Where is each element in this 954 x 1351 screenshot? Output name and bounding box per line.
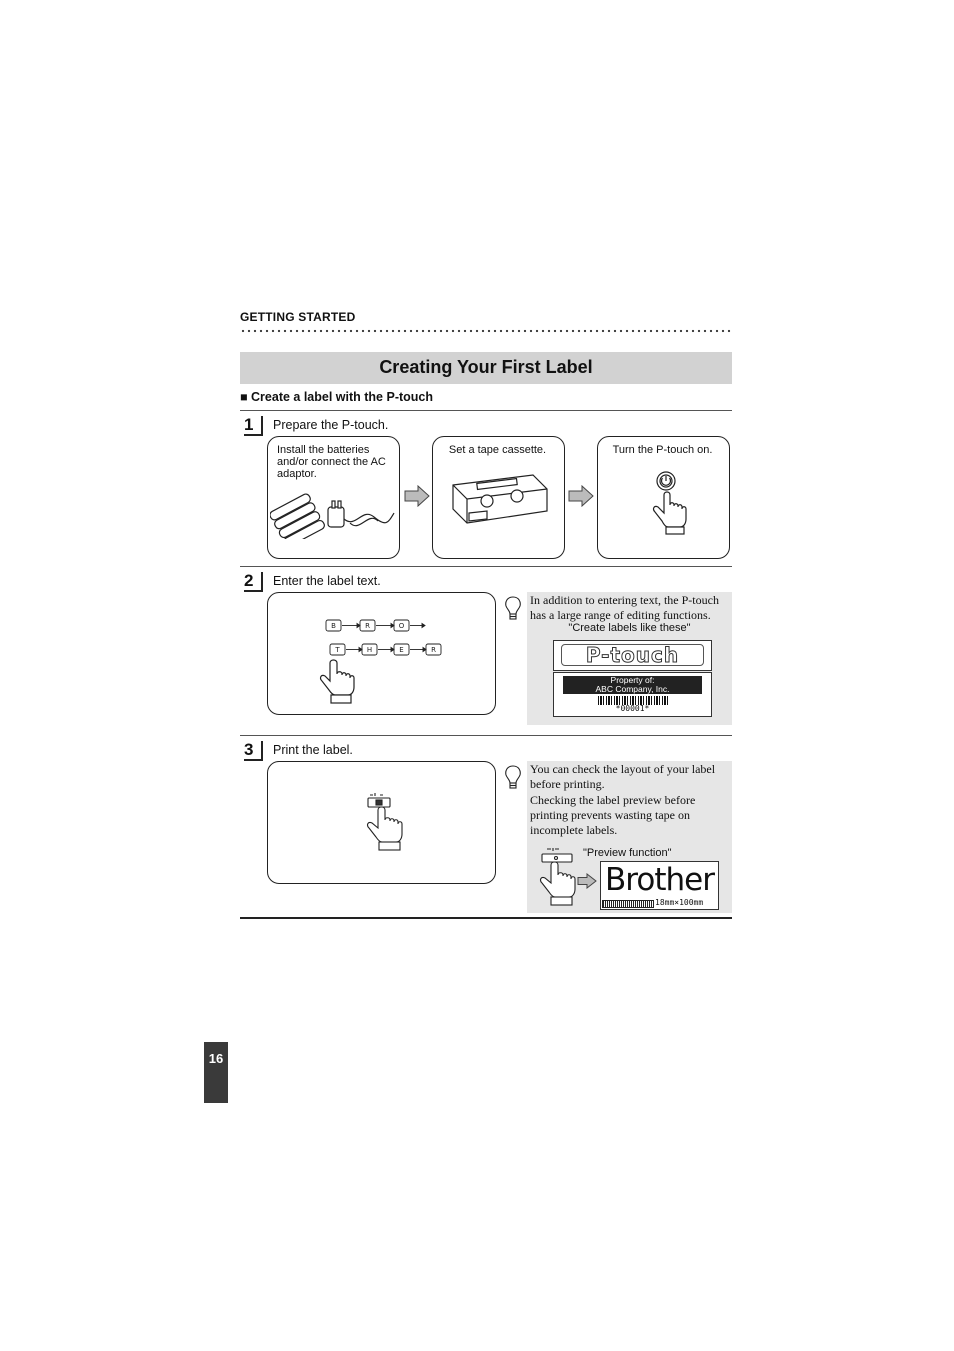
sample-label-ptouch-text: P-touch — [585, 643, 680, 667]
page-title: Creating Your First Label — [379, 357, 593, 377]
barcode-value: *00001* — [615, 704, 650, 713]
lightbulb-icon — [504, 765, 522, 791]
hand-typing-icon — [318, 659, 358, 705]
step-3-text: Print the label. — [273, 743, 353, 757]
sample-label-dark-band — [563, 676, 702, 694]
panel-print — [267, 761, 496, 884]
panel-batteries-text: Install the batteries and/or connect the AC adaptor. — [277, 444, 386, 480]
rule-step3 — [240, 735, 732, 736]
preview-text: Brother — [605, 862, 714, 898]
sample-label-frame — [561, 644, 704, 666]
caption-create-labels: "Create labels like these" — [568, 622, 691, 634]
arrow-right-icon — [577, 873, 597, 889]
arrow-right-icon — [568, 485, 594, 507]
panel-power-on — [597, 436, 730, 559]
step-1-text: Prepare the P-touch. — [273, 418, 389, 432]
key-r2: R — [431, 646, 436, 654]
rule-bottom — [240, 917, 732, 919]
preview-screen — [600, 861, 719, 910]
step-1-number: 1 — [244, 416, 263, 436]
lightbulb-icon — [504, 596, 522, 622]
rule-step2 — [240, 566, 732, 567]
subheading: ■ Create a label with the P-touch — [240, 390, 433, 404]
sample-label-property — [553, 672, 712, 717]
title-bar — [240, 352, 732, 384]
page-number: 16 — [208, 1051, 224, 1066]
panel-power-text: Turn the P-touch on. — [612, 444, 713, 456]
key-sequence-icon — [324, 617, 449, 659]
dotted-divider — [240, 329, 732, 333]
key-h: H — [366, 646, 373, 654]
tape-cassette-icon — [447, 471, 551, 529]
sample-label-property-line1: Property of: — [610, 675, 655, 685]
panel-tape-text: Set a tape cassette. — [448, 444, 547, 456]
tip-preview-text-1: You can check the layout of your label before printing. — [530, 762, 716, 791]
key-t: T — [335, 646, 340, 654]
key-b: B — [331, 622, 336, 630]
key-r: R — [365, 622, 370, 630]
panel-tape-cassette — [432, 436, 565, 559]
sample-label-ptouch — [553, 640, 712, 671]
key-e: E — [399, 646, 404, 654]
preview-tape-bar — [602, 900, 654, 908]
rule-top — [240, 410, 732, 411]
page-number-tab — [204, 1042, 228, 1103]
preview-tape-size: 18mm×100mm — [655, 898, 704, 907]
hand-press-print-icon — [364, 792, 408, 856]
sample-label-property-line2: ABC Company, Inc. — [595, 684, 670, 694]
key-o: O — [398, 622, 405, 630]
caption-preview-function: "Preview function" — [583, 847, 672, 859]
tip-editing-text: In addition to entering text, the P-touch has a large range of editing functions. — [530, 593, 719, 622]
arrow-right-icon — [404, 485, 430, 507]
panel-batteries — [267, 436, 400, 559]
hand-press-preview-icon — [539, 847, 579, 909]
batteries-adaptor-icon — [270, 489, 398, 539]
section-label: GETTING STARTED — [240, 310, 356, 324]
panel-enter-text — [267, 592, 496, 715]
step-3-number: 3 — [244, 741, 263, 761]
step-2-text: Enter the label text. — [273, 574, 381, 588]
tip-preview-text-2: Checking the label preview before printing prevents wasting tape on incomplete labels. — [530, 793, 696, 837]
tip-panel-editing — [527, 592, 732, 725]
step-2-number: 2 — [244, 572, 263, 592]
hand-press-power-icon — [646, 469, 690, 537]
tip-panel-preview — [527, 761, 732, 913]
